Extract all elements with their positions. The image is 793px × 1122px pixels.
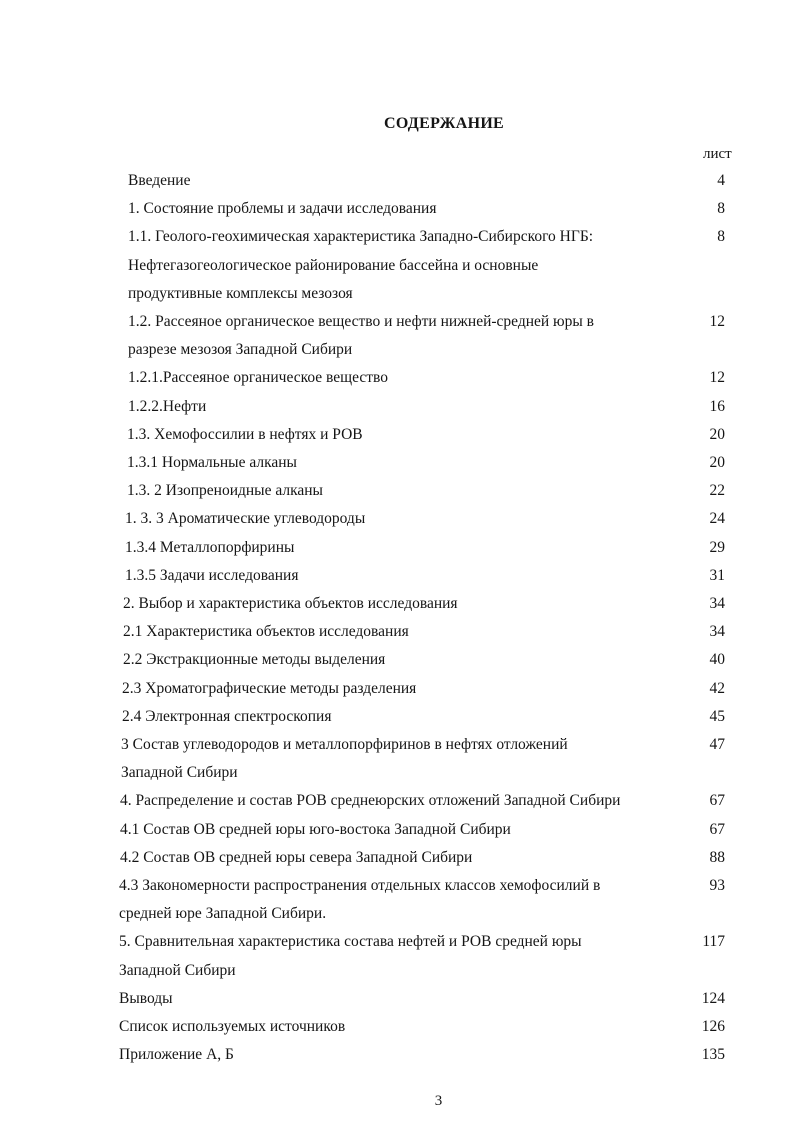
toc-entry-page: 34 [709, 623, 725, 641]
toc-entry-page: 20 [709, 425, 725, 443]
toc-entry [0, 198, 793, 220]
toc-entry [0, 988, 793, 1010]
toc-entry [0, 1044, 793, 1066]
toc-entry [0, 931, 793, 953]
toc-entry-title: 1.1. Геолого-геохимическая характеристика Западно-Сибирского НГБ: [128, 228, 594, 246]
toc-entry-title: 2.3 Хроматографические методы разделения [122, 679, 417, 697]
page-title-text: СОДЕРЖАНИЕ [384, 115, 505, 132]
toc-entry [0, 734, 793, 756]
toc-entry-title: 4. Распределение и состав РОВ среднеюрских отложений Западной Сибири [120, 792, 621, 810]
page-number [0, 1093, 793, 1110]
toc-entry-title: 1.3. 2 Изопреноидные алканы [127, 482, 323, 500]
toc-entry-page: 4 [717, 172, 725, 189]
toc-entry [0, 790, 793, 812]
toc-entry [0, 311, 793, 333]
toc-entry-page: 93 [709, 877, 725, 894]
toc-entry-page: 8 [717, 200, 725, 218]
toc-entry [0, 537, 793, 559]
toc-entry-title: 1.3. Хемофоссилии в нефтях и РОВ [127, 425, 363, 443]
toc-entry-page: 135 [701, 1046, 725, 1064]
toc-entry-continuation [0, 283, 793, 305]
toc-entry [0, 706, 793, 728]
toc-entry [0, 649, 793, 671]
toc-entry-continuation [0, 762, 793, 784]
toc-entry-page: 67 [709, 820, 725, 838]
toc-entry-title: Выводы [119, 989, 173, 1007]
toc-entry-title: Западной Сибири [121, 764, 238, 782]
toc-entry [0, 819, 793, 841]
toc-entry-page: 124 [701, 989, 725, 1007]
toc-entry-page: 12 [709, 313, 725, 330]
toc-entry-title: 2.1 Характеристика объектов исследования [123, 623, 409, 641]
toc-entry-title: 1.2.1.Рассеяное органическое вещество [128, 369, 388, 387]
toc-entry-title: Западной Сибири [119, 961, 236, 979]
toc-entry-page: 67 [709, 792, 725, 810]
toc-entry-continuation [0, 960, 793, 982]
toc-entry-title: 1.2.2.Нефти [128, 397, 207, 415]
toc-entry [0, 593, 793, 615]
toc-entry [0, 1016, 793, 1038]
toc-entry [0, 226, 793, 248]
toc-entry-page: 8 [717, 228, 725, 246]
toc-entry-title: 2.2 Экстракционные методы выделения [123, 651, 386, 669]
toc-entry-page: 31 [709, 566, 725, 584]
toc-entry-page: 24 [709, 510, 725, 528]
toc-entry-title: Приложение А, Б [119, 1046, 234, 1064]
toc-entry-title: разрезе мезозоя Западной Сибири [128, 341, 353, 359]
toc-entry-page: 42 [709, 679, 725, 697]
toc-entry-page: 88 [709, 848, 725, 866]
toc-entry-title: продуктивные комплексы мезозоя [128, 284, 353, 302]
toc-entry [0, 678, 793, 700]
toc-entry-title: 1.2. Рассеяное органическое вещество и нефти нижней-средней юры в [128, 313, 594, 330]
toc-entry [0, 480, 793, 502]
toc-entry [0, 847, 793, 869]
toc-entry-title: 1.3.1 Нормальные алканы [127, 454, 297, 471]
toc-entry [0, 396, 793, 418]
toc-entry-title: 1. 3. 3 Ароматические углеводороды [125, 510, 366, 528]
toc-entry-page: 12 [709, 369, 725, 387]
toc-entry-title: 5. Сравнительная характеристика состава нефтей и РОВ средней юры [119, 933, 582, 951]
toc-entry-title: 1.3.5 Задачи исследования [125, 566, 299, 584]
toc-entry-title: Введение [128, 172, 191, 189]
toc-entry-page: 47 [709, 736, 725, 753]
toc-entry-page: 20 [709, 454, 725, 471]
toc-entry-title: 1. Состояние проблемы и задачи исследования [128, 200, 437, 218]
toc-entry [0, 367, 793, 389]
toc-entry [0, 565, 793, 587]
toc-entry-continuation [0, 339, 793, 361]
toc-entry-title: 1.3.4 Металлопорфирины [125, 538, 295, 556]
toc-entry [0, 621, 793, 643]
page-number-text: 3 [434, 1093, 443, 1109]
toc-entry [0, 170, 793, 192]
toc-entry-title: средней юре Западной Сибири. [119, 905, 327, 923]
toc-entry-page: 45 [709, 707, 725, 725]
toc-entry [0, 875, 793, 897]
toc-entry [0, 452, 793, 474]
toc-entry-page: 22 [709, 482, 725, 500]
toc-entry-title: 3 Состав углеводородов и металлопорфиринов в нефтях отложений [121, 736, 568, 753]
toc-entry-page: 29 [709, 538, 725, 556]
toc-entry-title: Нефтегазогеологическое районирование бассейна и основные [128, 256, 539, 274]
toc-entry-page: 16 [709, 397, 725, 415]
toc-entry-title: 4.2 Состав ОВ средней юры севера Западной Сибири [120, 848, 473, 866]
toc-entry [0, 508, 793, 530]
toc-entry-title: 4.3 Закономерности распространения отдельных классов хемофосилий в [119, 877, 601, 894]
toc-entry-page: 126 [701, 1018, 725, 1035]
sheet-column-label: лист [703, 146, 732, 162]
toc-entry-title: 2.4 Электронная спектроскопия [122, 707, 332, 725]
toc-entry-title: Список используемых источников [119, 1018, 346, 1035]
toc-entry-page: 117 [702, 933, 725, 951]
toc-entry-title: 2. Выбор и характеристика объектов исследования [123, 595, 458, 612]
toc-entry-continuation [0, 903, 793, 925]
toc-entry [0, 424, 793, 446]
page-title [0, 115, 793, 133]
toc-entry-page: 40 [709, 651, 725, 669]
toc-entry-page: 34 [709, 595, 725, 612]
toc-entry-title: 4.1 Состав ОВ средней юры юго-востока Западной Сибири [120, 820, 511, 838]
toc-entry-continuation [0, 255, 793, 277]
